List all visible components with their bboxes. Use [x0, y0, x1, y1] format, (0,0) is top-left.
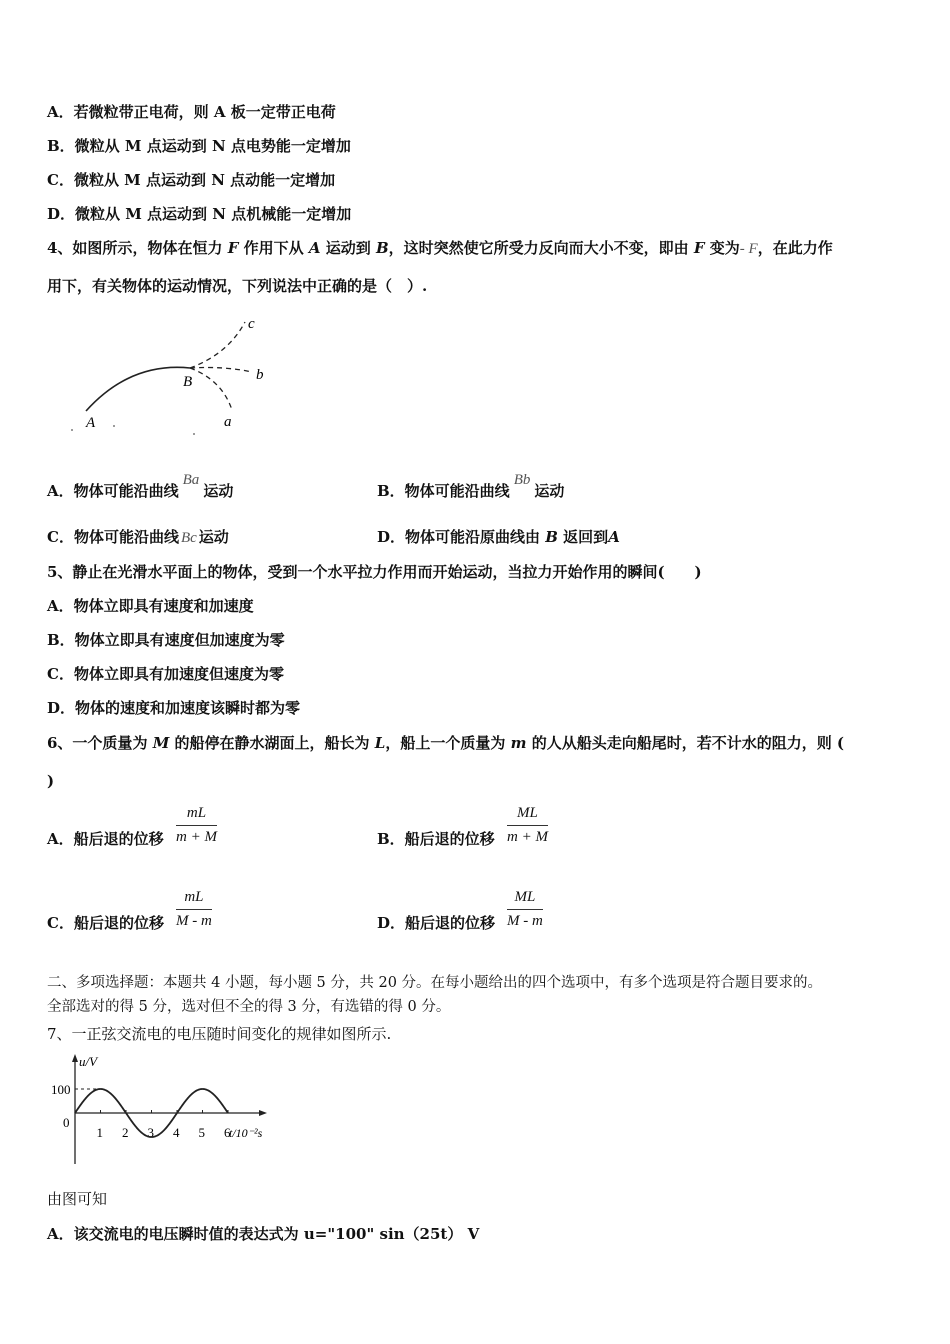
label-A: A — [86, 415, 96, 431]
curve-a-to-b — [86, 367, 193, 411]
dashed-curve-bc — [190, 322, 245, 368]
q6-option-d-fraction: $\frac{ML}{M - m}$ — [507, 889, 543, 929]
section2-heading-line2: 全部选对的得 5 分，选对但不全的得 3 分，有选错的得 0 分。 — [47, 999, 451, 1015]
dashed-line-bb — [190, 368, 252, 373]
q6-option-b-fraction: $\frac{ML}{m + M}$ — [507, 805, 548, 845]
q6-option-a-fraction: $\frac{mL}{m + M}$ — [176, 805, 217, 845]
q4-stem-line2: 用下，有关物体的运动情况，下列说法中正确的是（ ）. — [47, 277, 428, 295]
q3-option-d: D．微粒从 M 点运动到 N 点机械能一定增加 — [47, 205, 352, 223]
q5-option-a: A．物体立即具有速度和加速度 — [47, 597, 254, 615]
q6-stem-line1: 6、一个质量为 M 的船停在静水湖面上，船长为 L，船上一个质量为 m 的人从船头走向船尾时，若不计水的阻力，则 ( — [47, 734, 845, 752]
y-axis-arrow — [72, 1054, 78, 1062]
label-b: b — [256, 367, 264, 383]
curve-bc-math: Bc — [180, 530, 197, 546]
q4-option-c: C．物体可能沿曲线 Bc 运动 — [47, 528, 229, 546]
q7-option-a: A．该交流电的电压瞬时值的表达式为 u="100" sin（25t） V — [47, 1225, 480, 1243]
x-tick-label: 4 — [173, 1125, 180, 1140]
q5-stem: 5、静止在光滑水平面上的物体，受到一个水平拉力作用而开始运动，当拉力开始作用的瞬间( ) — [47, 563, 702, 581]
x-axis-label: t/10⁻²s — [229, 1126, 263, 1140]
q4-option-d: D．物体可能沿原曲线由 B 返回到A — [377, 528, 620, 546]
q5-option-d: D．物体的速度和加速度该瞬时都为零 — [47, 699, 301, 717]
section2-heading-line1: 二、多项选择题：本题共 4 小题，每小题 5 分，共 20 分。在每小题给出的四个选项中，有多个选项是符合题目要求的。 — [47, 975, 823, 991]
q4-option-a: A．物体可能沿曲线Ba运动 — [47, 472, 234, 500]
q6-option-a-label: A．船后退的位移 — [47, 830, 164, 848]
y-tick-100: 100 — [51, 1082, 71, 1097]
q4-option-b: B．物体可能沿曲线Bb运动 — [377, 472, 565, 500]
q6-option-b-label: B．船后退的位移 — [377, 830, 495, 848]
q4-trajectory-figure — [60, 310, 280, 440]
x-tick-label: 2 — [122, 1125, 129, 1140]
x-tick-label: 3 — [147, 1125, 154, 1140]
q7-stem: 7、一正弦交流电的电压随时间变化的规律如图所示. — [47, 1025, 392, 1043]
q5-option-c: C．物体立即具有加速度但速度为零 — [47, 665, 284, 683]
x-tick-label: 1 — [96, 1125, 103, 1140]
x-tick-label: 6 — [224, 1125, 231, 1140]
q7-note: 由图可知 — [47, 1190, 108, 1208]
dashed-curve-ba — [190, 368, 232, 410]
q6-option-d-label: D．船后退的位移 — [377, 914, 496, 932]
curve-bb-math: Bb — [513, 472, 531, 488]
curve-ba-math: Ba — [182, 472, 200, 488]
label-a: a — [224, 414, 232, 430]
q4-stem-line1: 4、如图所示，物体在恒力 F 作用下从 A 运动到 B，这时突然使它所受力反向而大小不变，即由 F 变为- F，在此力作 — [47, 239, 833, 257]
q3-option-c: C．微粒从 M 点运动到 N 点动能一定增加 — [47, 171, 336, 189]
y-tick-0: 0 — [63, 1115, 70, 1130]
q7-voltage-chart — [45, 1052, 290, 1170]
label-c: c — [248, 316, 255, 332]
q6-option-c-fraction: $\frac{mL}{M - m}$ — [176, 889, 212, 929]
q5-option-b: B．物体立即具有速度但加速度为零 — [47, 631, 285, 649]
x-tick-label: 5 — [198, 1125, 205, 1140]
label-B: B — [183, 374, 193, 390]
x-axis-arrow — [259, 1110, 267, 1116]
y-axis-label: u/V — [79, 1054, 98, 1069]
q3-option-a: A．若微粒带正电荷，则 A 板一定带正电荷 — [47, 103, 336, 121]
q6-option-c-label: C．船后退的位移 — [47, 914, 164, 932]
neg-f-math: - F — [739, 241, 758, 257]
q6-stem-line2: ) — [47, 772, 55, 790]
q3-option-b: B．微粒从 M 点运动到 N 点电势能一定增加 — [47, 137, 351, 155]
